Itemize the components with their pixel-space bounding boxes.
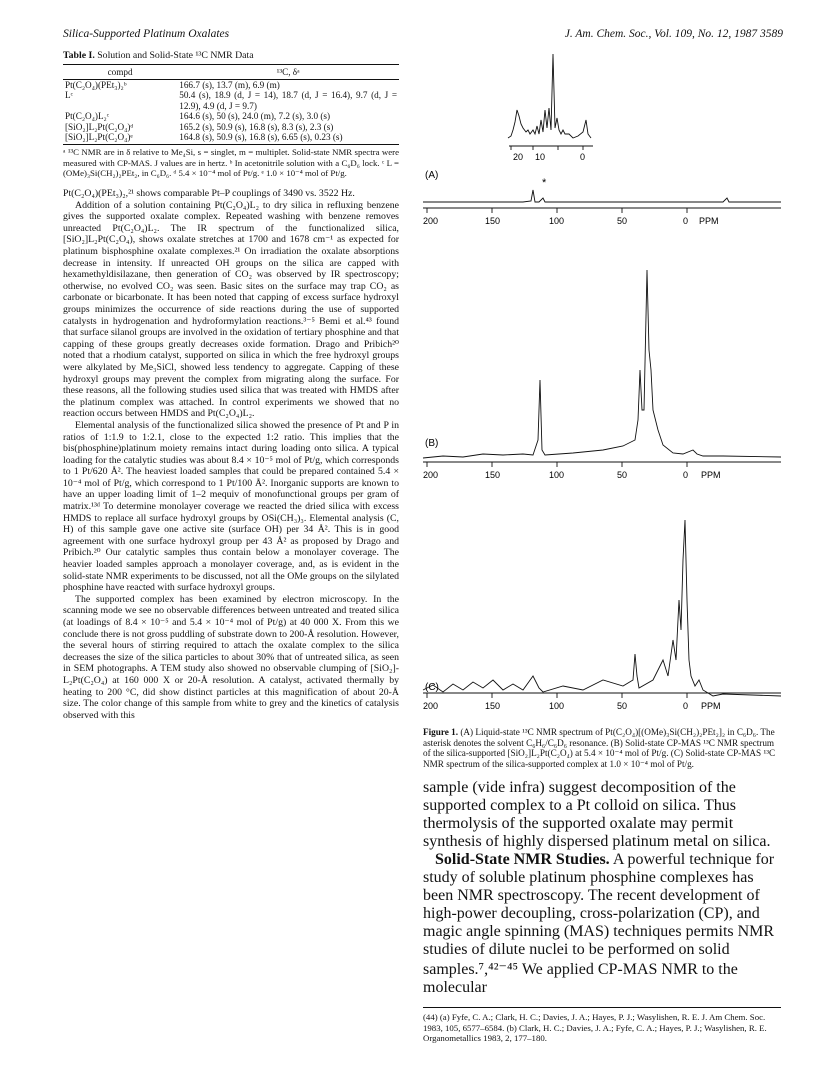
table-row xyxy=(63,80,399,91)
nmr-data-table xyxy=(63,64,399,146)
spectrum-a-trace xyxy=(423,190,781,202)
table-cell-shift: 50.4 (s), 18.9 (d, J = 14), 18.7 (d, J = 16.4), 9.7 (d, J = 12.9), 4.9 (d, J = 9.7) xyxy=(179,90,397,111)
table-cell-shift: 165.2 (s), 50.9 (s), 16.8 (s), 8.3 (s), 2.3 (s) xyxy=(179,121,334,132)
left-column xyxy=(63,50,399,721)
axis-c-svg xyxy=(423,690,781,718)
table-title: Solution and Solid-State ¹³C NMR Data xyxy=(97,50,254,61)
table-cell-compd: Pt(C₂O₄)L₂ᶜ xyxy=(65,111,110,122)
table-cell-shift: 164.6 (s), 50 (s), 24.0 (m), 7.2 (s), 3.0 (s) xyxy=(179,111,331,122)
axis-a-tick-0: 0 xyxy=(683,216,689,226)
axis-b-ticks xyxy=(427,462,687,467)
axis-b-unit: PPM xyxy=(701,470,721,480)
body-paragraph: sample (vide infra) suggest decomposition of the supported complex to a Pt colloid on silica. Thus thermolysis of the supported oxalate may permit synthesis of highly dispersed platinum metal on silica. xyxy=(423,779,771,851)
axis-b-tick-100: 100 xyxy=(549,470,565,480)
table-footnote: ᵃ ¹³C NMR are in δ relative to Me₄Si, s = singlet, m = multiplet. Solid-state NMR spectra were measured with CP-MAS. J values are in hertz. ᵇ In acetonitrile solution with a C₆D₆ lock. ᶜ L = (OMe)₃Si(CH₂)₂PEt₂, in C₆D₆. ᵈ 5.4 × 10⁻⁴ mol of Pt/g. ᵉ 1.0 × 10⁻⁴ mol of Pt/g. xyxy=(63,147,399,178)
spectrum-b-label: (B) xyxy=(425,438,439,449)
spectrum-a-label: (A) xyxy=(425,170,439,181)
axis-c-tick-200: 200 xyxy=(423,701,439,711)
axis-a-unit: PPM xyxy=(699,216,719,226)
inset-tick-0: 0 xyxy=(580,152,586,162)
table-label: Table I. xyxy=(63,50,95,61)
section-paragraph xyxy=(423,851,781,997)
axis-b-tick-150: 150 xyxy=(485,470,501,480)
figure-caption xyxy=(423,727,781,769)
section-heading: Solid-State NMR Studies. xyxy=(435,851,610,869)
axis-c-tick-150: 150 xyxy=(485,701,501,711)
column-header-compd: compd xyxy=(63,64,177,79)
table-cell-compd: [SiO₂]L₂Pt(C₂O₄)ᵉ xyxy=(63,132,177,145)
axis-c-tick-0: 0 xyxy=(683,701,689,711)
body-paragraph: Addition of a solution containing Pt(C₂O₄)L₂ to dry silica in refluxing benzene gives the supported oxalate complex. Repeated washing with benzene removes unreacted Pt(C₂O₄)L₂. The IR spectrum of the functionalized silica, [SiO₂]L₂Pt(C₂O₄), shows oxalate stretches at 1700 and 1678 cm⁻¹ as expected for platinum bisphosphine oxalate complexes.²¹ On irradiation the oxalate absorptions decrease in intensity. If unreacted OH groups on the silica are capped with hexamethyldisilazane, then generation of CO₂ was observed by IR spectroscopy; otherwise, no evolved CO₂ was seen. Basic sites on the surface may trap CO₂ as carbonate or bicarbonate. It has been noted that capping of excess surface hydroxyl groups minimizes the occurrence of side reactions during the use of supported catalysts in hydrogenation and hydroformylation reactions.³⁻⁵ Bemi et al.⁴³ found that surface silanol groups are involved in the oxidation of tertiary phosphine and that capping of these groups greatly decreases oxide formation. Drago and Pribich²⁰ noted that a rhodium catalyst, supported on silica in which the free hydroxyl groups were alkylated by Me₃SiCl, showed less tendency to aggregate. Capping of these hydroxyl groups may prevent the complex from migrating along the surface. For these reasons, all the following studies used silica that was treated with HMDS after the platinum complex was attached. In control experiments we showed that no reaction occurs between HMDS and Pt(C₂O₄)L₂. xyxy=(63,199,399,420)
table-caption xyxy=(63,50,399,62)
axis-b-tick-0: 0 xyxy=(683,470,689,480)
spectrum-b-trace xyxy=(423,270,781,458)
table-row xyxy=(63,132,399,145)
body-paragraph: Elemental analysis of the functionalized silica showed the presence of Pt and P in ratios of 1:1.9 to 1:2.1, close to the expected 1:2 ratio. This implies that the bis(phosphine)platinum moiety remains intact during loading onto silica. A typical loading for the catalytic studies was about 8.4 × 10⁻⁵ mol of Pt/g, which corresponds to 1 Pt/620 Å². The heaviest loaded samples that could be prepared contained 5.4 × 10⁻⁴ mol of Pt/g, which correspond to 1 Pt/100 Å². Inorganic supports are known to have an upper loading limit of 1–2 mequiv of monofunctional groups per gram of matrix.¹³ᵈ To determine monolayer coverage we reacted the dried silica with excess HMDS to replace all surface hydroxyl groups by OSi(CH₃)₃. Elemental analysis (C, H) of this sample gave one active site (surface OH) per 34 Å². This is in good agreement with one surface hydroxyl group per 43 Å² as proposed by Drago and Pribich.²⁰ Our catalytic samples thus contain below a monolayer coverage. The heavier loaded samples approach a monolayer coverage, and, as is evident in the solid-state NMR experiments to be discussed, not all the OMe groups on the silylated phosphine have reacted with surface hydroxyl groups. xyxy=(63,419,399,594)
table-row xyxy=(63,122,399,132)
table-cell-shift: 164.8 (s), 50.9 (s), 16.8 (s), 6.65 (s), 0.23 (s) xyxy=(177,132,399,145)
table-cell-compd: Lᶜ xyxy=(65,90,73,101)
figure-lower xyxy=(423,690,781,1043)
nmr-spectra-figure xyxy=(423,50,781,693)
section-text: A powerful technique for study of soluble platinum phosphine complexes has been NMR spectroscopy. The recent development of high-power decoupling, cross-polarization (CP), and magic angle spinning (MAS) techniques permits NMR studies of dilute nuclei to be performed on solid samples.⁷,⁴²⁻⁴⁵ We applied CP-MAS NMR to the molecular xyxy=(423,851,775,997)
spectrum-c-trace xyxy=(423,520,781,696)
inset-tick-10: 10 xyxy=(535,152,546,162)
table-row xyxy=(63,111,399,121)
axis-a-tick-100: 100 xyxy=(549,216,565,226)
figure-caption-text: (A) Liquid-state ¹³C NMR spectrum of Pt(C₂O₄)[(OMe)₃Si(CH₂)₂PEt₂]₂ in C₆D₆. The asterisk denotes the solvent C₆H₆/C₆D₆ resonance. (B) Solid-state CP-MAS ¹³C NMR spectrum of the silica-supported [SiO₂]L₂Pt(C₂O₄) at 5.4 × 10⁻⁴ mol of Pt/g. (C) Solid-state CP-MAS ¹³C NMR spectrum of the silica-supported complex at 1.0 × 10⁻⁴ mol of Pt/g. xyxy=(423,727,776,769)
nmr-spectra-svg xyxy=(423,50,781,693)
body-paragraph: Pt(C₂O₄)(PEt₃)₂,²¹ shows comparable Pt–P couplings of 3490 vs. 3522 Hz. xyxy=(63,188,355,200)
running-header-title: Silica-Supported Platinum Oxalates xyxy=(63,28,230,40)
axis-a-tick-150: 150 xyxy=(485,216,501,226)
table-row xyxy=(63,90,399,111)
spectrum-a-inset-trace xyxy=(508,54,591,138)
solvent-asterisk: * xyxy=(542,177,547,189)
axis-b-tick-200: 200 xyxy=(423,470,439,480)
spectrum-c-label: (C) xyxy=(425,682,439,693)
axis-b-tick-50: 50 xyxy=(617,470,628,480)
axis-c-unit: PPM xyxy=(701,701,721,711)
spectrum-a-inset xyxy=(508,54,593,150)
reference-44: (44) (a) Fyfe, C. A.; Clark, H. C.; Davies, J. A.; Hayes, P. J.; Wasylishen, R. E. J. Am Chem. Soc. 1983, 105, 6577–6584. (b) Clark, H. C.; Davies, J. A.; Fyfe, C. A.; Hayes, P. J.; Wasylishen, R. E. Organometallics 1983, 2, 177–180. xyxy=(423,1007,781,1043)
table-cell-compd: Pt(C₂O₄)(PEt₃)₂ᵇ xyxy=(65,80,127,90)
table-cell-compd: [SiO₂]L₂Pt(C₂O₄)ᵈ xyxy=(65,121,134,132)
axis-c-tick-50: 50 xyxy=(617,701,628,711)
figure-label: Figure 1. xyxy=(423,727,459,737)
axis-a-tick-50: 50 xyxy=(617,216,628,226)
body-paragraph: The supported complex has been examined by electron microscopy. In the scanning mode we see no observable differences between untreated and treated silica (at loadings of 8.4 × 10⁻⁵ and 5.4 × 10⁻⁴ mol of Pt/g) at 40 000 X. From this we conclude there is not gross puddling of substrate down to 200-Å resolution. However, the several hours of stirring required to attach the oxalate complex to the silica decreases the size of the silica particles to about 30% that of untreated silica, as seen in SEM photographs. A TEM study also showed no observable clumping of [SiO₂]-L₂Pt(C₂O₄) at 160 000 X or 20-Å resolution. A catalyst, activated thermally by heating to 200 °C, did show distinct particles at this magnification of about 20-Å size. The color change of this sample from white to grey and the kinetics of catalysis observed with this xyxy=(63,593,399,721)
column-header-shift: ¹³C, δᵃ xyxy=(177,64,399,79)
axis-c-ticks xyxy=(427,693,687,698)
axis-c-tick-100: 100 xyxy=(549,701,565,711)
running-header-journal: J. Am. Chem. Soc., Vol. 109, No. 12, 1987 3589 xyxy=(564,28,783,40)
axis-a-ticks xyxy=(427,208,687,213)
axis-a-tick-200: 200 xyxy=(423,216,439,226)
inset-tick-20: 20 xyxy=(513,152,524,162)
table-cell-shift: 166.7 (s), 13.7 (m), 6.9 (m) xyxy=(179,80,280,90)
right-column xyxy=(423,50,781,693)
